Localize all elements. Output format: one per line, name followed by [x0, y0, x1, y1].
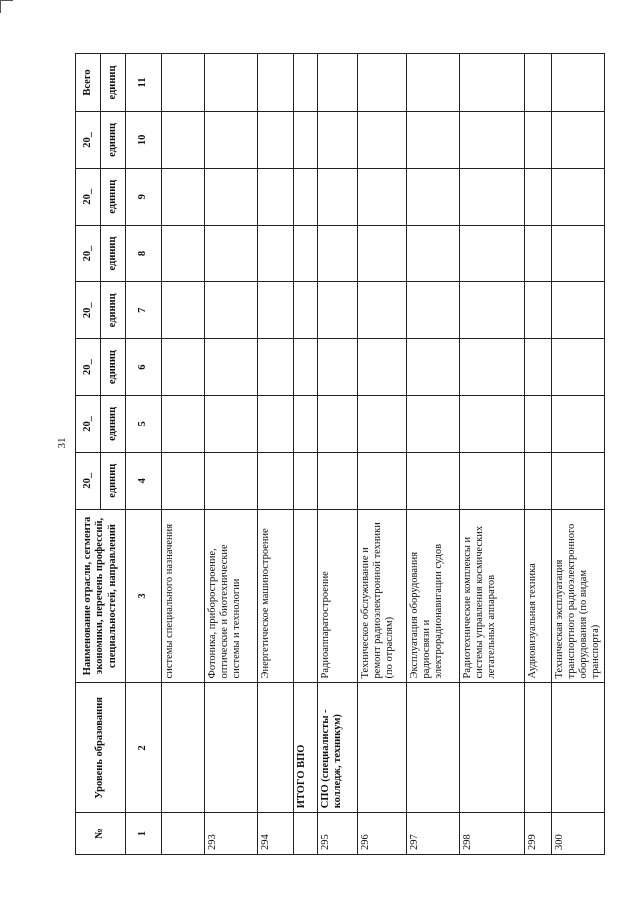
row-name: системы специального назначения	[162, 509, 205, 683]
header-unit: единиц	[101, 112, 126, 169]
row-no: 299	[525, 813, 552, 855]
header-year: 20_	[76, 395, 101, 452]
row-name: Аудиовизуальная техника	[525, 509, 552, 683]
header-unit: единиц	[101, 452, 126, 509]
header-name: Наименование отрасли, сегмента экономики, перечень профессий, специальностей, направлений	[76, 509, 126, 683]
header-year: 20_	[76, 339, 101, 396]
table-row-total	[294, 54, 318, 855]
header-year: 20_	[76, 112, 101, 169]
table-row	[162, 54, 205, 855]
row-level	[358, 683, 407, 813]
row-no: 295	[318, 813, 358, 855]
header-total: Всего	[76, 54, 101, 112]
row-name: Фотоника, приборостроение, оптические и биотехнические системы и технологии	[205, 509, 258, 683]
row-level	[407, 683, 460, 813]
header-year: 20_	[76, 452, 101, 509]
col-number: 9	[126, 168, 162, 225]
row-level	[552, 683, 605, 813]
table-row	[552, 54, 605, 855]
header-row-years	[76, 54, 101, 855]
row-name: Техническая эксплуатация транспортного радиоэлектронного оборудования (по видам транспорта)	[552, 509, 605, 683]
row-no: 300	[552, 813, 605, 855]
row-no: 297	[407, 813, 460, 855]
row-level: ИТОГО ВПО	[294, 683, 318, 813]
row-no: 296	[358, 813, 407, 855]
education-table	[75, 53, 605, 855]
header-year: 20_	[76, 282, 101, 339]
header-year: 20_	[76, 168, 101, 225]
header-unit: единиц	[101, 282, 126, 339]
row-no: 298	[460, 813, 525, 855]
header-unit: единиц	[101, 168, 126, 225]
header-year: 20_	[76, 225, 101, 282]
col-number: 11	[126, 54, 162, 112]
col-number: 3	[126, 509, 162, 683]
row-no	[162, 813, 205, 855]
row-level	[258, 683, 294, 813]
col-number: 5	[126, 395, 162, 452]
header-no: №	[76, 813, 126, 855]
row-level	[460, 683, 525, 813]
col-number: 2	[126, 683, 162, 813]
table-row	[318, 54, 358, 855]
col-number: 7	[126, 282, 162, 339]
row-name	[294, 509, 318, 683]
header-unit: единиц	[101, 339, 126, 396]
col-number: 1	[126, 813, 162, 855]
row-level	[205, 683, 258, 813]
row-name: Энергетическое машиностроение	[258, 509, 294, 683]
row-no: 293	[205, 813, 258, 855]
header-level: Уровень образования	[76, 683, 126, 813]
row-level	[525, 683, 552, 813]
row-no	[294, 813, 318, 855]
col-number: 4	[126, 452, 162, 509]
header-unit: единиц	[101, 225, 126, 282]
row-name: Эксплуатация оборудования радиосвязи и электрорадионавигации судов	[407, 509, 460, 683]
row-name: Радиоаппаратостроение	[318, 509, 358, 683]
table-row	[460, 54, 525, 855]
table-row	[358, 54, 407, 855]
row-name: Радиотехнические комплексы и системы управления космических летательных аппаратов	[460, 509, 525, 683]
table-row	[258, 54, 294, 855]
scan-corner-mark	[0, 0, 13, 13]
col-number: 10	[126, 112, 162, 169]
col-number: 8	[126, 225, 162, 282]
header-unit: единиц	[101, 395, 126, 452]
row-level	[162, 683, 205, 813]
col-number: 6	[126, 339, 162, 396]
row-level: СПО (специалисты - колледж, техникум)	[318, 683, 358, 813]
table-row	[525, 54, 552, 855]
page-number: 31	[56, 437, 68, 449]
header-unit: единиц	[101, 54, 126, 112]
row-name: Техническое обслуживание и ремонт радиоэлектронной техники (по отраслям)	[358, 509, 407, 683]
rotated-table-container	[75, 53, 600, 855]
row-no: 294	[258, 813, 294, 855]
column-number-row	[126, 54, 162, 855]
table-row	[205, 54, 258, 855]
table-row	[407, 54, 460, 855]
